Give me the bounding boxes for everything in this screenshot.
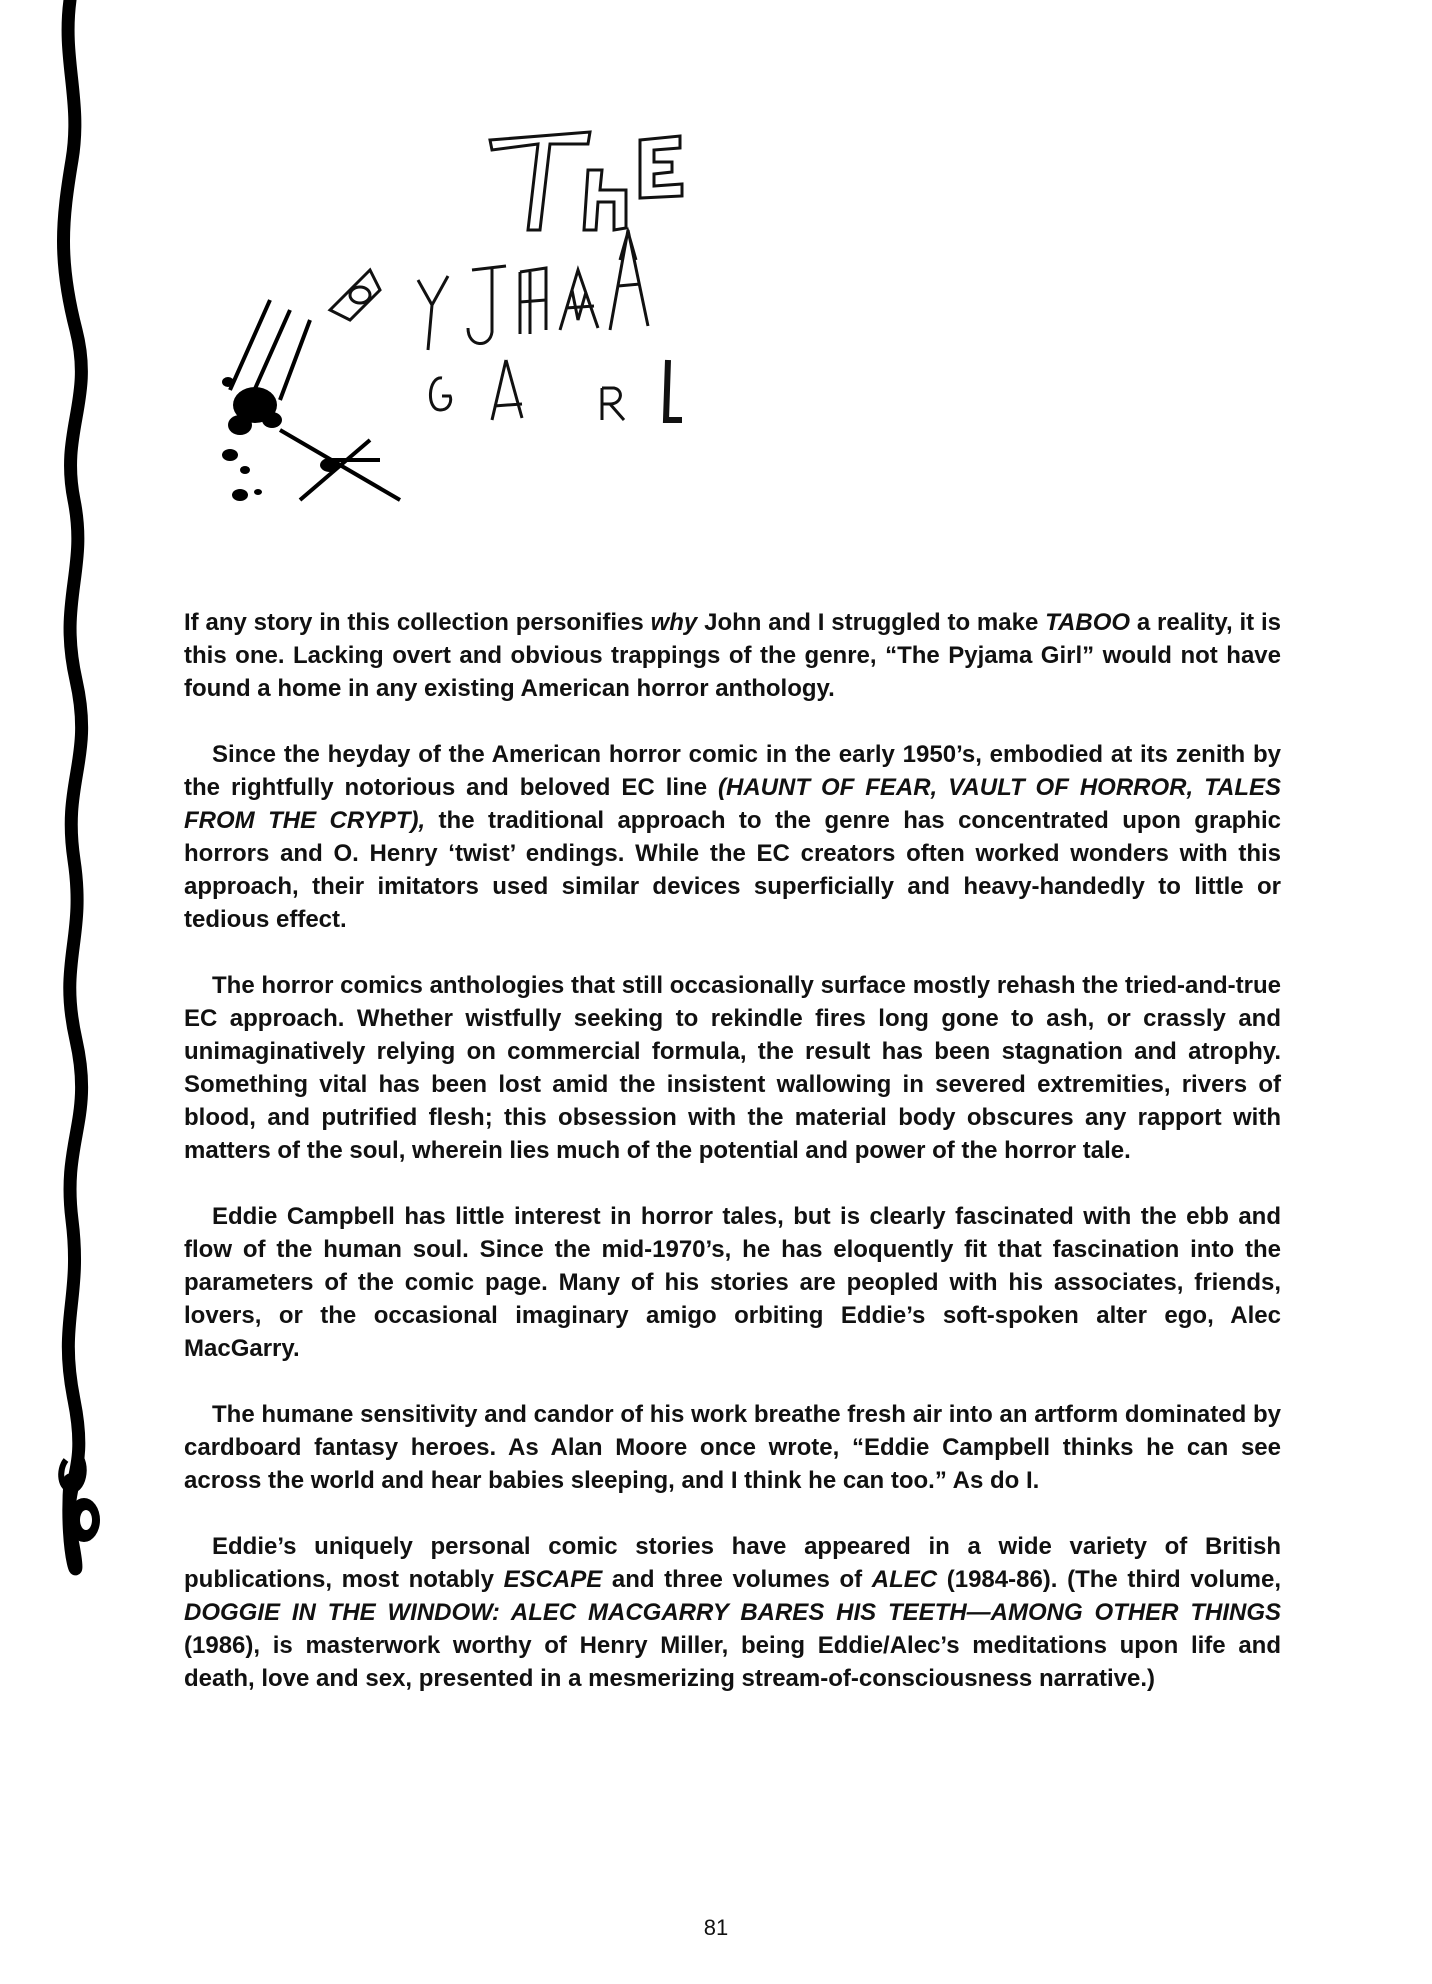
paragraph: Eddie’s uniquely personal comic stories have appeared in a wide variety of British publications, most notably ESCAPE and three volumes of ALEC (1984-86). (The third volume, DOGGIE IN THE WINDOW: ALEC MACGARRY BARES HIS TEETH—AMONG OTHER THINGS (1986), is masterwork worthy of Henry Miller, being Eddie/Alec’s meditations upon life and death, love and sex, presented in a mesmerizing stream-of-consciousness narrative.) [184, 1533, 1282, 1692]
paragraph: Eddie Campbell has little interest in horror tales, but is clearly fascinated with the ebb and flow of the human soul. Since the mid-1970’s, he has eloquently fit that fascination into the parameters of the comic page. Many of his stories are peopled with his associates, friends, lovers, or the occasional imaginary amigo orbiting Eddie’s soft-spoken alter ego, Alec MacGarry. [184, 1203, 1281, 1362]
title-word-girl [430, 360, 682, 420]
paragraph: Since the heyday of the American horror comic in the early 1950’s, embodied at its zenith by the rightfully notorious and beloved EC line (HAUNT OF FEAR, VAULT OF HORROR, TALES FROM THE CRYPT), the traditional approach to the genre has concentrated upon graphic horrors and O. Henry ‘twist’ endings. While the EC creators often worked wonders with this approach, their imitators used similar devices superficially and heavy-handedly to little or tedious effect. [184, 741, 1282, 933]
ink-splatter-drawing [222, 300, 400, 501]
paragraph: The humane sensitivity and candor of his work breathe fresh air into an artform dominated by cardboard fantasy heroes. As Alan Moore once wrote, “Eddie Campbell thinks he can see across the world and hear babies sleeping, and I think he can too.” As do I. [184, 1401, 1281, 1494]
title-hand-lettering [210, 120, 730, 520]
title-word-the [490, 132, 682, 230]
title-word-pyjama [330, 230, 648, 350]
paragraph: The horror comics anthologies that still occasionally surface mostly rehash the tried-and-true EC approach. Whether wistfully seeking to rekindle fires long gone to ash, or crassly and unimaginatively relying on commercial formula, the result has been stagnation and atrophy. Something vital has been lost amid the insistent wallowing in severed extremities, rivers of blood, and putrified flesh; this obsession with the material body obscures any rapport with matters of the soul, wherein lies much of the potential and power of the horror tale. [184, 972, 1281, 1164]
paragraph: If any story in this collection personifies why John and I struggled to make TABOO a reality, it is this one. Lacking overt and obvious trappings of the genre, “The Pyjama Girl” would not have found a home in any existing American horror anthology. [184, 609, 1281, 702]
page-number: 81 [703, 1915, 729, 1940]
ink-vine-border [0, 0, 120, 1984]
article-body [184, 606, 1281, 1728]
